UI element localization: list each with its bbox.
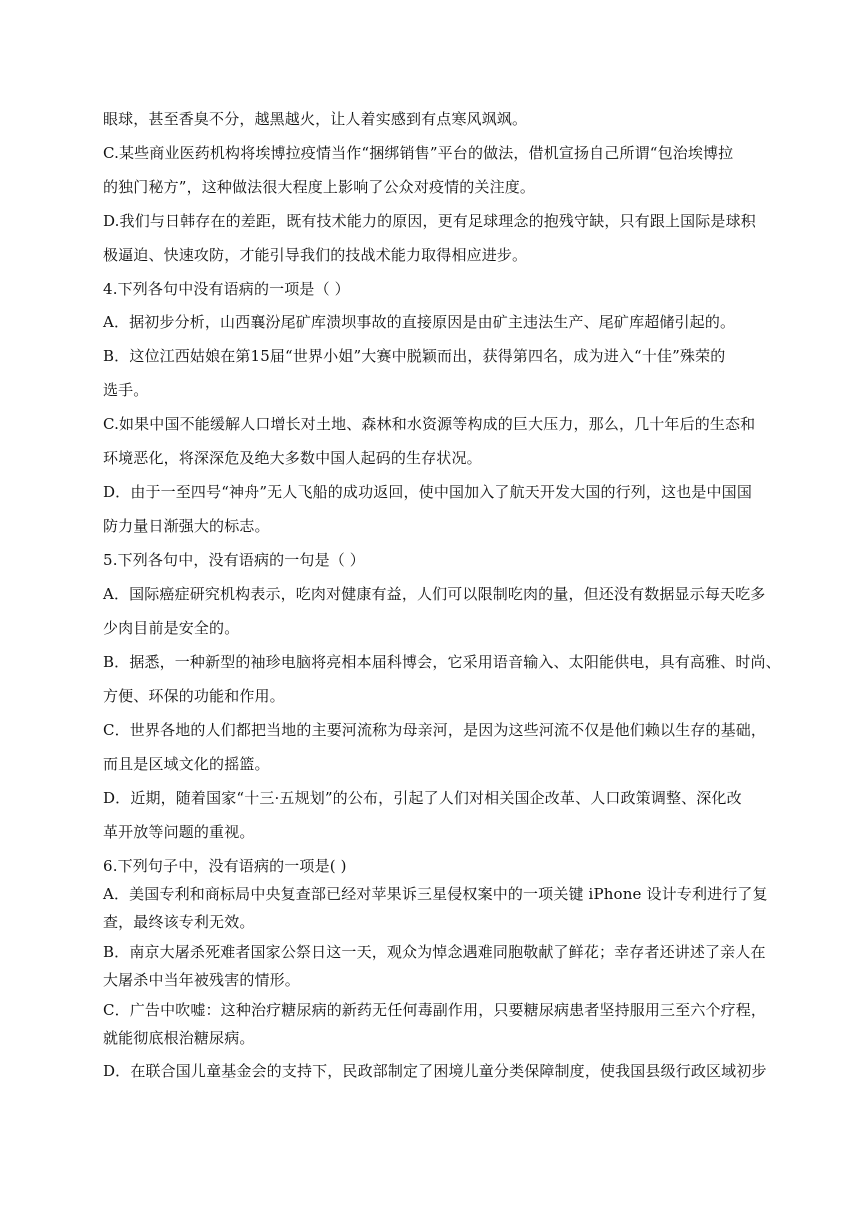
- text-line: 防力量日渐强大的标志。: [103, 517, 270, 535]
- question-heading: 5.下列各句中，没有语病的一句是（ ）: [103, 551, 365, 569]
- text-line: 选手。: [103, 381, 149, 399]
- text-line: B．据悉，一种新型的袖珍电脑将亮相本届科博会，它采用语音输入、太阳能供电，具有高雅、时尚、: [103, 653, 781, 671]
- text-line: 少肉目前是安全的。: [103, 619, 240, 637]
- text-line: 极逼迫、快速攻防，才能引导我们的技战术能力取得相应进步。: [103, 246, 528, 264]
- text-line: D．在联合国儿童基金会的支持下，民政部制定了困境儿童分类保障制度，使我国县级行政区域初步: [103, 1062, 767, 1080]
- text-line: B．这位江西姑娘在第15届“世界小姐”大赛中脱颖而出，获得第四名，成为进入“十佳”殊荣的: [103, 347, 726, 365]
- text-line: 眼球，甚至香臭不分，越黑越火，让人着实感到有点寒风飒飒。: [103, 110, 528, 128]
- text-line: 查，最终该专利无效。: [103, 913, 255, 931]
- text-line: 就能彻底根治糖尿病。: [103, 1029, 255, 1047]
- text-line: C.如果中国不能缓解人口增长对土地、森林和水资源等构成的巨大压力，那么，几十年后的生态和: [103, 415, 756, 433]
- text-line: C．广告中吹嘘：这种治疗糖尿病的新药无任何毒副作用，只要糖尿病患者坚持服用三至六个疗程，: [103, 1001, 767, 1019]
- text-line: A．美国专利和商标局中央复查部已经对苹果诉三星侵权案中的一项关键 iPhone 设计专利进行了复: [103, 885, 768, 903]
- question-heading: 6.下列句子中，没有语病的一项是( ): [103, 857, 347, 875]
- text-line: B．南京大屠杀死难者国家公祭日这一天，观众为悼念遇难同胞敬献了鲜花；幸存者还讲述了亲人在: [103, 943, 766, 961]
- text-line: D．近期，随着国家“十三·五规划”的公布，引起了人们对相关国企改革、人口政策调整、深化改: [103, 789, 742, 807]
- text-line: 方便、环保的功能和作用。: [103, 687, 285, 705]
- text-line: D．由于一至四号“神舟”无人飞船的成功返回，使中国加入了航天开发大国的行列，这也是中国国: [103, 483, 752, 501]
- text-line: 的独门秘方”，这种做法很大程度上影响了公众对疫情的关注度。: [103, 178, 536, 196]
- text-line: D.我们与日韩存在的差距，既有技术能力的原因，更有足球理念的抱残守缺，只有跟上国际是球积: [103, 212, 756, 230]
- text-line: 而且是区域文化的摇篮。: [103, 755, 270, 773]
- text-line: A．国际癌症研究机构表示，吃肉对健康有益，人们可以限制吃肉的量，但还没有数据显示每天吃多: [103, 585, 766, 603]
- text-line: 大屠杀中当年被残害的情形。: [103, 971, 300, 989]
- question-heading: 4.下列各句中没有语病的一项是（ ）: [103, 280, 350, 298]
- text-line: 环境恶化，将深深危及绝大多数中国人起码的生存状况。: [103, 449, 482, 467]
- text-line: A．据初步分析，山西襄汾尾矿库溃坝事故的直接原因是由矿主违法生产、尾矿库超储引起的。: [103, 313, 736, 331]
- text-line: 革开放等问题的重视。: [103, 823, 255, 841]
- text-line: C．世界各地的人们都把当地的主要河流称为母亲河，是因为这些河流不仅是他们赖以生存的基础，: [103, 721, 767, 739]
- text-line: C.某些商业医药机构将埃博拉疫情当作“捆绑销售”平台的做法，借机宣扬自己所谓“包治埃博拉: [103, 144, 734, 162]
